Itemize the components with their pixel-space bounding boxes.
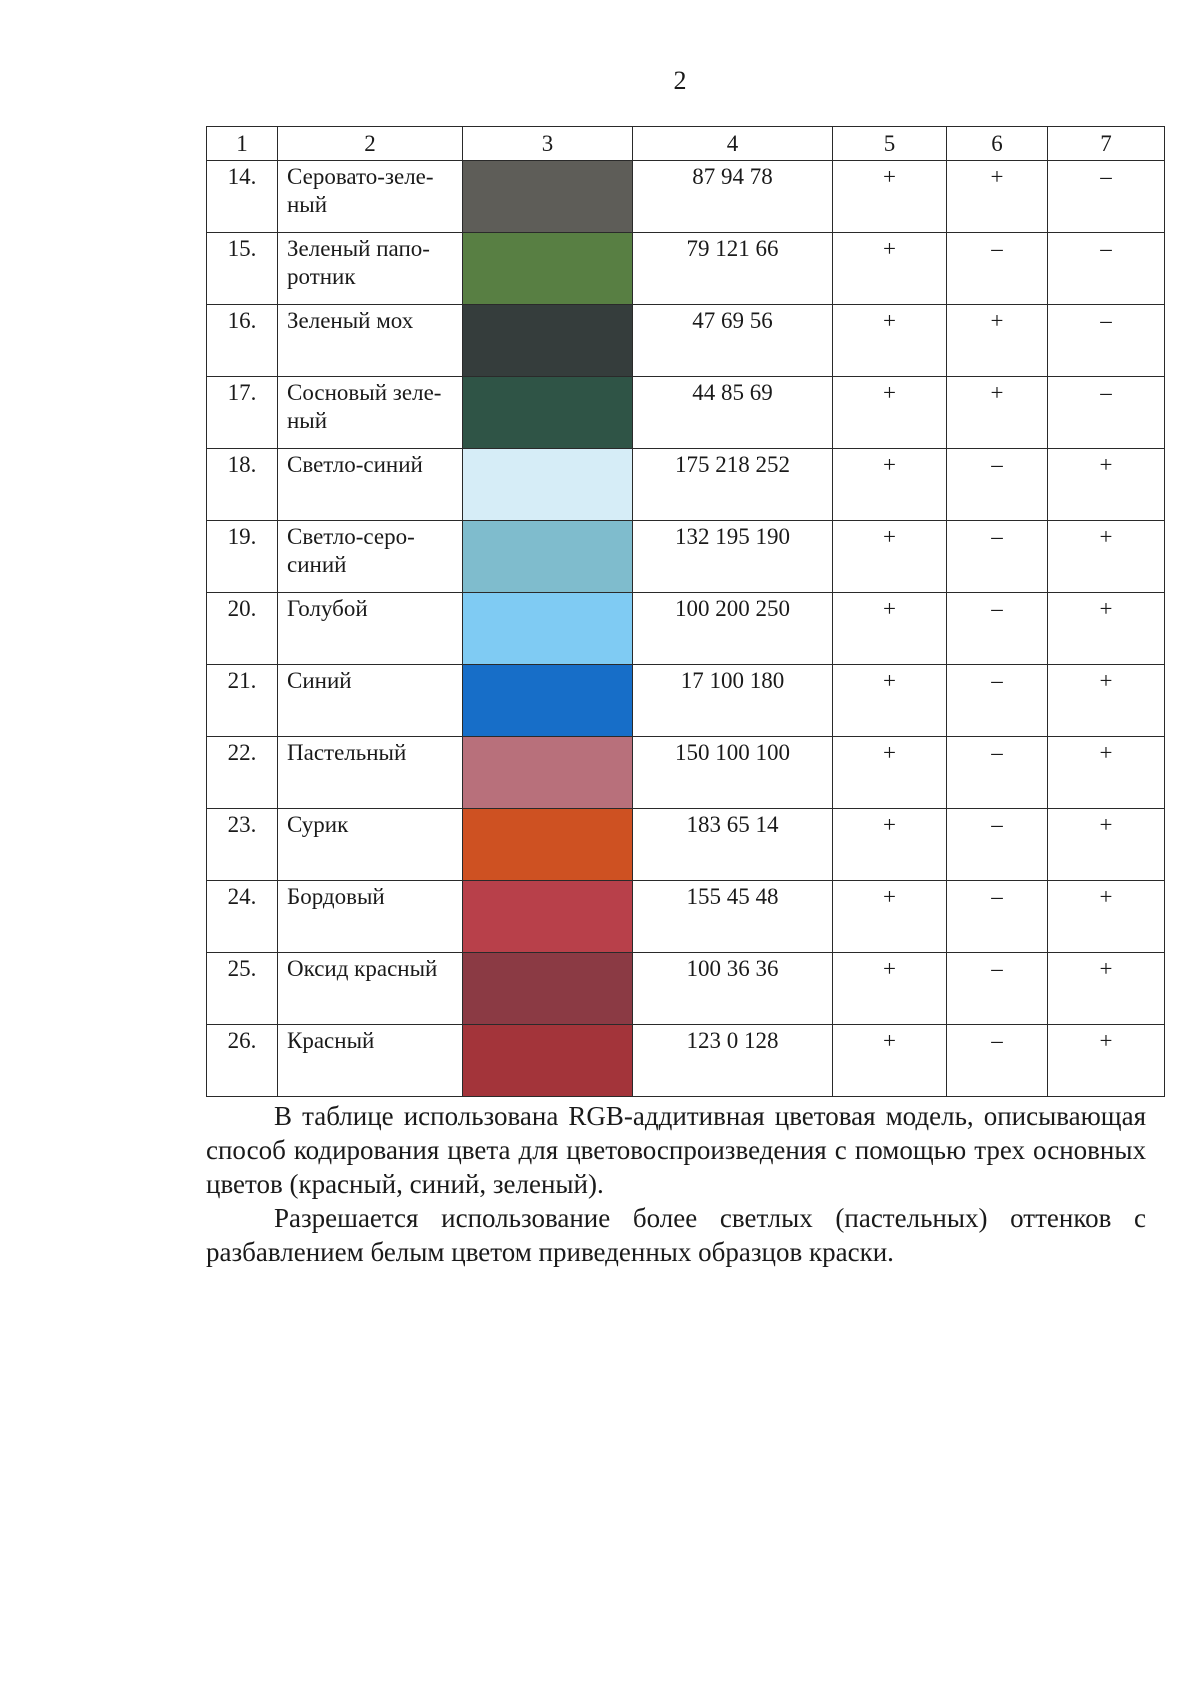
column-6-mark: – — [947, 665, 1048, 737]
column-7-mark: + — [1048, 449, 1165, 521]
color-swatch — [463, 593, 632, 664]
color-swatch-cell — [463, 233, 633, 305]
row-number: 26. — [207, 1025, 278, 1097]
table-row — [207, 953, 1165, 1025]
column-5-mark: + — [833, 737, 947, 809]
color-name-line: Светло-серо- — [287, 524, 415, 549]
column-5-mark: + — [833, 521, 947, 593]
column-header: 3 — [463, 127, 633, 161]
column-header: 2 — [278, 127, 463, 161]
color-name-line: Зеленый мох — [287, 308, 414, 333]
table-row — [207, 809, 1165, 881]
color-name-cell — [278, 1025, 463, 1097]
color-name-cell — [278, 305, 463, 377]
column-7-mark: – — [1048, 233, 1165, 305]
column-7-mark: + — [1048, 521, 1165, 593]
row-number: 24. — [207, 881, 278, 953]
color-swatch — [463, 737, 632, 808]
row-number: 19. — [207, 521, 278, 593]
color-swatch-cell — [463, 809, 633, 881]
rgb-value: 44 85 69 — [633, 377, 833, 449]
rgb-value: 100 200 250 — [633, 593, 833, 665]
row-number: 14. — [207, 161, 278, 233]
table-row — [207, 665, 1165, 737]
row-number: 22. — [207, 737, 278, 809]
column-6-mark: – — [947, 953, 1048, 1025]
paragraph: В таблице использована RGB-аддитивная цветовая модель, описывающая способ кодирования цвета для цветовоспроизведения с помощью трех основных цветов (красный, синий, зеленый). — [206, 1101, 1146, 1199]
column-header: 1 — [207, 127, 278, 161]
column-5-mark: + — [833, 305, 947, 377]
color-swatch — [463, 881, 632, 952]
column-5-mark: + — [833, 953, 947, 1025]
color-swatch-cell — [463, 377, 633, 449]
column-header: 7 — [1048, 127, 1165, 161]
column-5-mark: + — [833, 593, 947, 665]
column-header: 5 — [833, 127, 947, 161]
color-name-cell — [278, 593, 463, 665]
color-swatch — [463, 665, 632, 736]
column-7-mark: + — [1048, 953, 1165, 1025]
row-number: 18. — [207, 449, 278, 521]
color-swatch-cell — [463, 161, 633, 233]
column-6-mark: + — [947, 305, 1048, 377]
page-number: 2 — [673, 66, 687, 95]
rgb-value: 150 100 100 — [633, 737, 833, 809]
column-5-mark: + — [833, 233, 947, 305]
table-row — [207, 521, 1165, 593]
color-name-cell — [278, 953, 463, 1025]
color-name-cell — [278, 665, 463, 737]
column-5-mark: + — [833, 809, 947, 881]
color-swatch — [463, 377, 632, 448]
color-swatch-cell — [463, 881, 633, 953]
table-row — [207, 233, 1165, 305]
color-swatch — [463, 521, 632, 592]
color-swatch-cell — [463, 593, 633, 665]
color-name-line: Пастельный — [287, 740, 407, 765]
color-name-line: Красный — [287, 1028, 375, 1053]
color-name-line: Сосновый зеле- — [287, 380, 442, 405]
color-swatch — [463, 305, 632, 376]
color-name-cell — [278, 449, 463, 521]
color-name-cell — [278, 521, 463, 593]
column-header: 6 — [947, 127, 1048, 161]
column-7-mark: – — [1048, 377, 1165, 449]
rgb-value: 100 36 36 — [633, 953, 833, 1025]
rgb-value: 183 65 14 — [633, 809, 833, 881]
column-6-mark: – — [947, 1025, 1048, 1097]
column-6-mark: – — [947, 881, 1048, 953]
color-name-line: Серовато-зеле- — [287, 164, 434, 189]
column-7-mark: + — [1048, 809, 1165, 881]
table-row — [207, 881, 1165, 953]
column-7-mark: – — [1048, 305, 1165, 377]
column-6-mark: – — [947, 449, 1048, 521]
color-name-line: Бордовый — [287, 884, 385, 909]
color-swatch — [463, 233, 632, 304]
table-row — [207, 737, 1165, 809]
column-5-mark: + — [833, 665, 947, 737]
column-6-mark: + — [947, 161, 1048, 233]
color-swatch — [463, 953, 632, 1024]
color-swatch — [463, 1025, 632, 1096]
column-7-mark: + — [1048, 881, 1165, 953]
row-number: 20. — [207, 593, 278, 665]
column-7-mark: + — [1048, 665, 1165, 737]
color-swatch — [463, 161, 632, 232]
column-6-mark: – — [947, 593, 1048, 665]
color-name-line: Сурик — [287, 812, 349, 837]
column-5-mark: + — [833, 1025, 947, 1097]
column-7-mark: – — [1048, 161, 1165, 233]
color-name-cell — [278, 377, 463, 449]
column-6-mark: – — [947, 521, 1048, 593]
table-row — [207, 305, 1165, 377]
row-number: 16. — [207, 305, 278, 377]
color-name-line: ротник — [287, 264, 356, 289]
color-name-line: Зеленый папо- — [287, 236, 430, 261]
column-7-mark: + — [1048, 593, 1165, 665]
explanatory-text — [206, 1099, 1146, 1269]
table-row — [207, 593, 1165, 665]
column-5-mark: + — [833, 377, 947, 449]
color-swatch-cell — [463, 737, 633, 809]
color-swatch-cell — [463, 449, 633, 521]
table-header-row — [207, 127, 1165, 161]
color-name-line: ный — [287, 192, 328, 217]
rgb-value: 123 0 128 — [633, 1025, 833, 1097]
column-5-mark: + — [833, 161, 947, 233]
rgb-value: 17 100 180 — [633, 665, 833, 737]
color-swatch-cell — [463, 665, 633, 737]
color-name-line: синий — [287, 552, 347, 577]
rgb-value: 132 195 190 — [633, 521, 833, 593]
color-name-cell — [278, 233, 463, 305]
color-name-line: Светло-синий — [287, 452, 423, 477]
color-name-cell — [278, 881, 463, 953]
column-6-mark: – — [947, 233, 1048, 305]
rgb-value: 175 218 252 — [633, 449, 833, 521]
column-6-mark: + — [947, 377, 1048, 449]
column-5-mark: + — [833, 881, 947, 953]
column-7-mark: + — [1048, 1025, 1165, 1097]
column-header: 4 — [633, 127, 833, 161]
column-5-mark: + — [833, 449, 947, 521]
table-row — [207, 377, 1165, 449]
color-name-cell — [278, 161, 463, 233]
color-swatch-cell — [463, 1025, 633, 1097]
rgb-value: 47 69 56 — [633, 305, 833, 377]
row-number: 15. — [207, 233, 278, 305]
row-number: 17. — [207, 377, 278, 449]
table-row — [207, 161, 1165, 233]
color-name-cell — [278, 809, 463, 881]
row-number: 25. — [207, 953, 278, 1025]
table-row — [207, 449, 1165, 521]
color-swatch — [463, 809, 632, 880]
color-table — [206, 126, 1165, 1097]
paragraph: Разрешается использование более светлых (пастельных) оттенков с разбавлением белым цветом приведенных образцов краски. — [206, 1203, 1146, 1267]
color-name-cell — [278, 737, 463, 809]
color-swatch — [463, 449, 632, 520]
color-swatch-cell — [463, 953, 633, 1025]
table-row — [207, 1025, 1165, 1097]
color-name-line: Голубой — [287, 596, 368, 621]
column-6-mark: – — [947, 809, 1048, 881]
rgb-value: 155 45 48 — [633, 881, 833, 953]
color-name-line: Оксид красный — [287, 956, 438, 981]
column-7-mark: + — [1048, 737, 1165, 809]
color-swatch-cell — [463, 521, 633, 593]
row-number: 23. — [207, 809, 278, 881]
color-swatch-cell — [463, 305, 633, 377]
color-name-line: Синий — [287, 668, 352, 693]
column-6-mark: – — [947, 737, 1048, 809]
row-number: 21. — [207, 665, 278, 737]
rgb-value: 79 121 66 — [633, 233, 833, 305]
color-name-line: ный — [287, 408, 328, 433]
rgb-value: 87 94 78 — [633, 161, 833, 233]
